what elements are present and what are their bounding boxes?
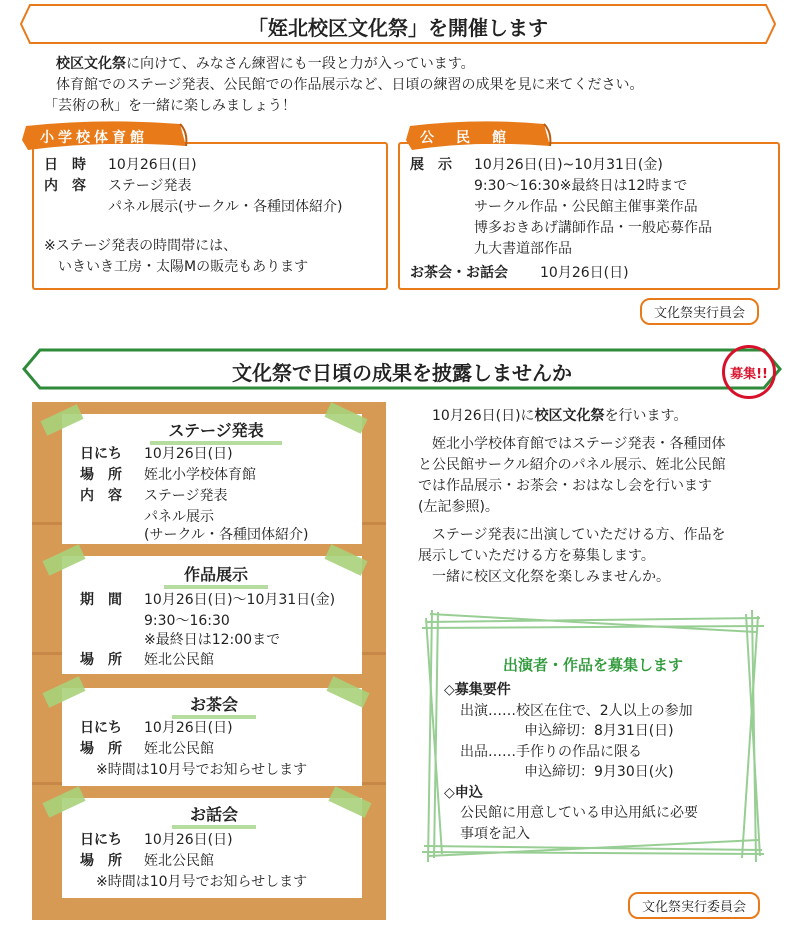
hall-exhibit-2: 9:30～16:30※最終日は12時まで [474, 178, 688, 194]
section2-title: 文化祭で日頃の成果を披露しませんか [232, 361, 572, 385]
school-note-2: いきいき工房・太陽Mの販売もあります [58, 259, 309, 275]
hall-tea-label: お茶会・お話会 [410, 265, 508, 281]
card-tea-value-1: 10月26日(日) [144, 720, 233, 736]
recruit-req-1: 出演……校区在住で、2人以上の参加 [460, 703, 693, 719]
section2-title-banner [22, 348, 782, 390]
recruit-req-4: 申込締切：9月30日(火) [524, 764, 674, 780]
recruit-apply-2: 事項を記入 [460, 826, 530, 842]
card-stage-value-4: パネル展示 [144, 509, 214, 525]
section1-title: 「姪北校区文化祭」を開催します [248, 16, 548, 40]
recruit-req-2: 申込締切：8月31日(日) [524, 723, 674, 739]
desc-line-6: ステージ発表に出演していただける方、作品を [432, 527, 726, 543]
desc-line-8: 一緒に校区文化祭を楽しみませんか。 [432, 569, 670, 585]
school-content-1: ステージ発表 [108, 178, 192, 194]
hall-exhibit-3: サークル作品・公民館主催事業作品 [474, 199, 698, 215]
card-stage-label-3: 内 容 [80, 488, 122, 504]
card-exhibit-value-2: 9:30～16:30 [144, 613, 230, 629]
card-tea-value-2: 姪北公民館 [144, 741, 214, 757]
card-exhibit-label-1: 期 間 [80, 592, 122, 608]
recruit-stamp: 募集!! [722, 345, 776, 399]
card-exhibit-label-4: 場 所 [80, 652, 122, 668]
card-talk-value-1: 10月26日(日) [144, 832, 233, 848]
card-tea-title: お茶会 [172, 692, 256, 719]
card-stage-label-1: 日にち [80, 446, 122, 462]
section1-title-banner [20, 4, 776, 44]
section2-committee-tag: 文化祭実行委員会 [628, 892, 760, 919]
section1-committee-tag: 文化祭実行員会 [640, 298, 759, 325]
hall-tea-date: 10月26日(日) [540, 265, 629, 281]
desc-line-7: 展示していただける方を募集します。 [418, 548, 655, 564]
desc-line-3: と公民館サークル紹介のパネル展示、姪北公民館 [418, 457, 726, 473]
card-exhibit-value-1: 10月26日(日)～10月31日(金) [144, 592, 336, 608]
card-talk-value-2: 姪北公民館 [144, 853, 214, 869]
card-tea-label-2: 場 所 [80, 741, 122, 757]
card-exhibit-value-4: 姪北公民館 [144, 652, 214, 668]
card-talk-label-2: 場 所 [80, 853, 122, 869]
hall-ribbon-label: 公 民 館 [420, 130, 510, 146]
recruit-apply-head: ◇申込 [444, 785, 483, 801]
intro-line-2: 体育館でのステージ発表、公民館での作品展示など、日頃の練習の成果を見に来てください。 [56, 77, 644, 93]
hall-exhibit-5: 九大書道部作品 [474, 241, 572, 257]
school-date-label: 日 時 [44, 157, 86, 173]
card-tea-label-1: 日にち [80, 720, 122, 736]
card-stage-value-2: 姪北小学校体育館 [144, 467, 256, 483]
hall-ribbon [404, 118, 552, 156]
card-talk-note: ※時間は10月号でお知らせします [96, 874, 308, 890]
desc-line-4: では作品展示・お茶会・おはなし会を行います [418, 478, 712, 494]
school-content-label: 内 容 [44, 178, 86, 194]
card-stage-title: ステージ発表 [150, 418, 282, 445]
school-note-1: ※ステージ発表の時間帯には、 [44, 238, 238, 254]
card-stage-value-5: (サークル・各種団体紹介) [144, 527, 309, 543]
card-talk-title: お話会 [172, 802, 256, 829]
hall-exhibit-4: 博多おきあげ講師作品・一般応募作品 [474, 220, 712, 236]
card-stage-value-1: 10月26日(日) [144, 446, 233, 462]
school-date: 10月26日(日) [108, 157, 197, 173]
recruit-title: 出演者・作品を募集します [502, 656, 683, 674]
recruit-req-3: 出品……手作りの作品に限る [460, 744, 642, 760]
desc-line-1: 10月26日(日)に校区文化祭を行います。 [432, 408, 688, 424]
card-talk-label-1: 日にち [80, 832, 122, 848]
recruit-req-head: ◇募集要件 [444, 682, 511, 698]
intro-line-3: 「芸術の秋」を一緒に楽しみましょう！ [44, 98, 296, 114]
hall-exhibit-1: 10月26日(日)~10月31日(金) [474, 157, 663, 173]
card-tea-note: ※時間は10月号でお知らせします [96, 762, 308, 778]
school-ribbon-label: 小学校体育館 [40, 130, 148, 146]
recruit-apply-1: 公民館に用意している申込用紙に必要 [460, 805, 698, 821]
intro-line-1: 校区文化祭に向けて、みなさん練習にも一段と力が入っています。 [56, 56, 475, 72]
school-content-2: パネル展示(サークル・各種団体紹介) [108, 199, 343, 215]
card-stage-value-3: ステージ発表 [144, 488, 228, 504]
desc-line-2: 姪北小学校体育館ではステージ発表・各種団体 [432, 436, 726, 452]
card-exhibit-title: 作品展示 [164, 562, 268, 589]
hall-exhibit-label: 展 示 [410, 157, 452, 173]
desc-line-5: (左記参照)。 [418, 499, 499, 515]
card-exhibit-value-3: ※最終日は12:00まで [144, 632, 281, 648]
card-stage-label-2: 場 所 [80, 467, 122, 483]
school-ribbon [20, 118, 188, 156]
